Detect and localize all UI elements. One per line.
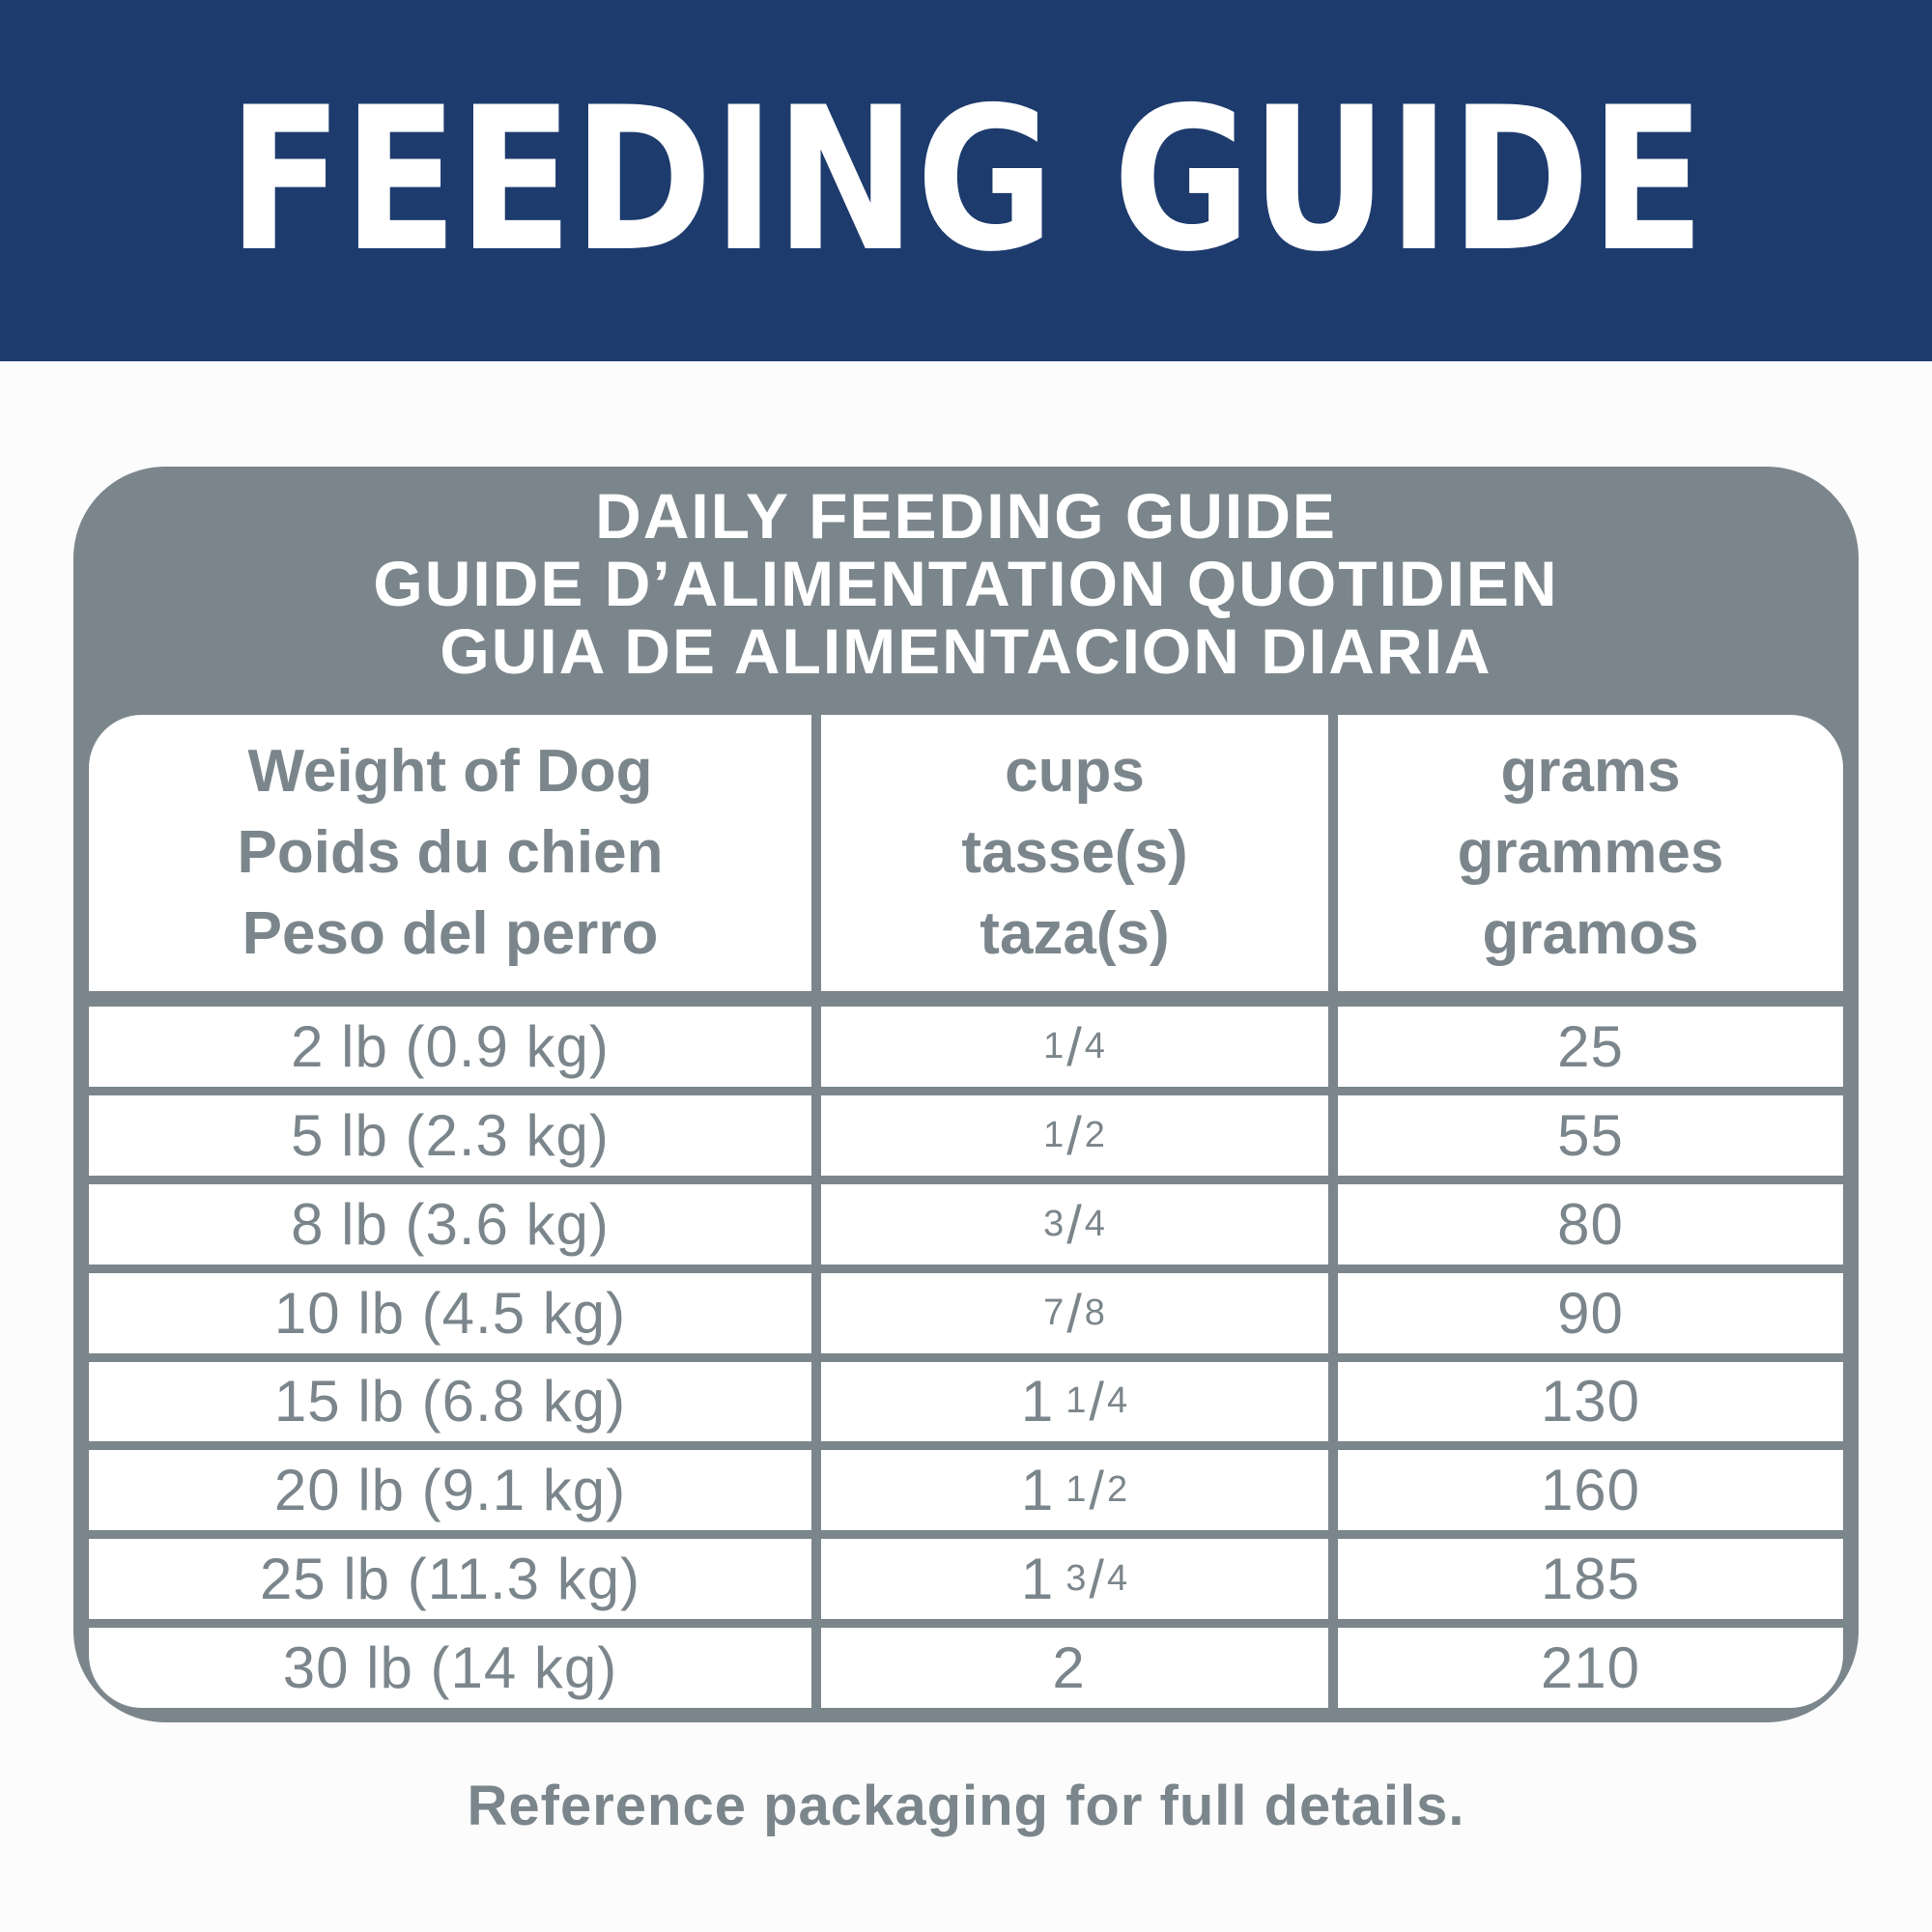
table-cell-cups: 7 / 8 [821, 1273, 1328, 1353]
table-cell-cups: 1 3 / 4 [821, 1539, 1328, 1619]
table-header-line: Poids du chien [237, 819, 664, 886]
table-header-line: gramos [1482, 900, 1699, 967]
table-header-cell-cups [821, 715, 1328, 998]
table-cell-grams: 90 [1338, 1273, 1843, 1353]
table-cell-weight: 2 lb (0.9 kg) [89, 1007, 811, 1087]
table-cell-weight: 8 lb (3.6 kg) [89, 1184, 811, 1264]
table-cell-grams: 210 [1338, 1628, 1843, 1708]
table-header-line: grammes [1457, 819, 1724, 886]
table-header-cell-weight [89, 715, 811, 998]
table-cell-grams: 185 [1338, 1539, 1843, 1619]
table-cell-weight: 5 lb (2.3 kg) [89, 1095, 811, 1176]
table-cell-weight: 10 lb (4.5 kg) [89, 1273, 811, 1353]
table-header-line: cups [1005, 738, 1145, 805]
table-header-line: grams [1500, 738, 1681, 805]
table-cell-grams: 130 [1338, 1362, 1843, 1442]
table-cell-grams: 25 [1338, 1007, 1843, 1087]
feeding-guide-title: FEEDING GUIDE [227, 66, 1705, 296]
table-cell-grams: 80 [1338, 1184, 1843, 1264]
table-header-cell-grams [1338, 715, 1843, 998]
table-cell-weight: 20 lb (9.1 kg) [89, 1450, 811, 1530]
panel-title-line-spanish: GUIA DE ALIMENTACION DIARIA [440, 615, 1492, 687]
panel-title-line-french: GUIDE D’ALIMENTATION QUOTIDIEN [373, 548, 1559, 619]
table-header-line: taza(s) [980, 900, 1170, 967]
table-cell-grams: 160 [1338, 1450, 1843, 1530]
table-cell-cups: 2 [821, 1628, 1328, 1708]
panel-title [73, 467, 1859, 685]
table-cell-cups: 1 1 / 4 [821, 1362, 1328, 1442]
table-header-line: tasse(s) [961, 819, 1188, 886]
table-header-line: Peso del perro [242, 900, 659, 967]
table-header-line: Weight of Dog [247, 738, 653, 805]
table-cell-weight: 30 lb (14 kg) [89, 1628, 811, 1708]
feeding-guide-banner [0, 0, 1932, 361]
panel-title-line-english: DAILY FEEDING GUIDE [595, 480, 1337, 552]
table-cell-cups: 3 / 4 [821, 1184, 1328, 1264]
table-cell-grams: 55 [1338, 1095, 1843, 1176]
table-cell-cups: 1 / 2 [821, 1095, 1328, 1176]
table-cell-cups: 1 / 4 [821, 1007, 1328, 1087]
daily-feeding-guide-panel [73, 467, 1859, 1722]
table-cell-weight: 15 lb (6.8 kg) [89, 1362, 811, 1442]
table-cell-cups: 1 1 / 2 [821, 1450, 1328, 1530]
table-cell-weight: 25 lb (11.3 kg) [89, 1539, 811, 1619]
feeding-table [89, 715, 1843, 1708]
footer-note: Reference packaging for full details. [467, 1775, 1465, 1837]
